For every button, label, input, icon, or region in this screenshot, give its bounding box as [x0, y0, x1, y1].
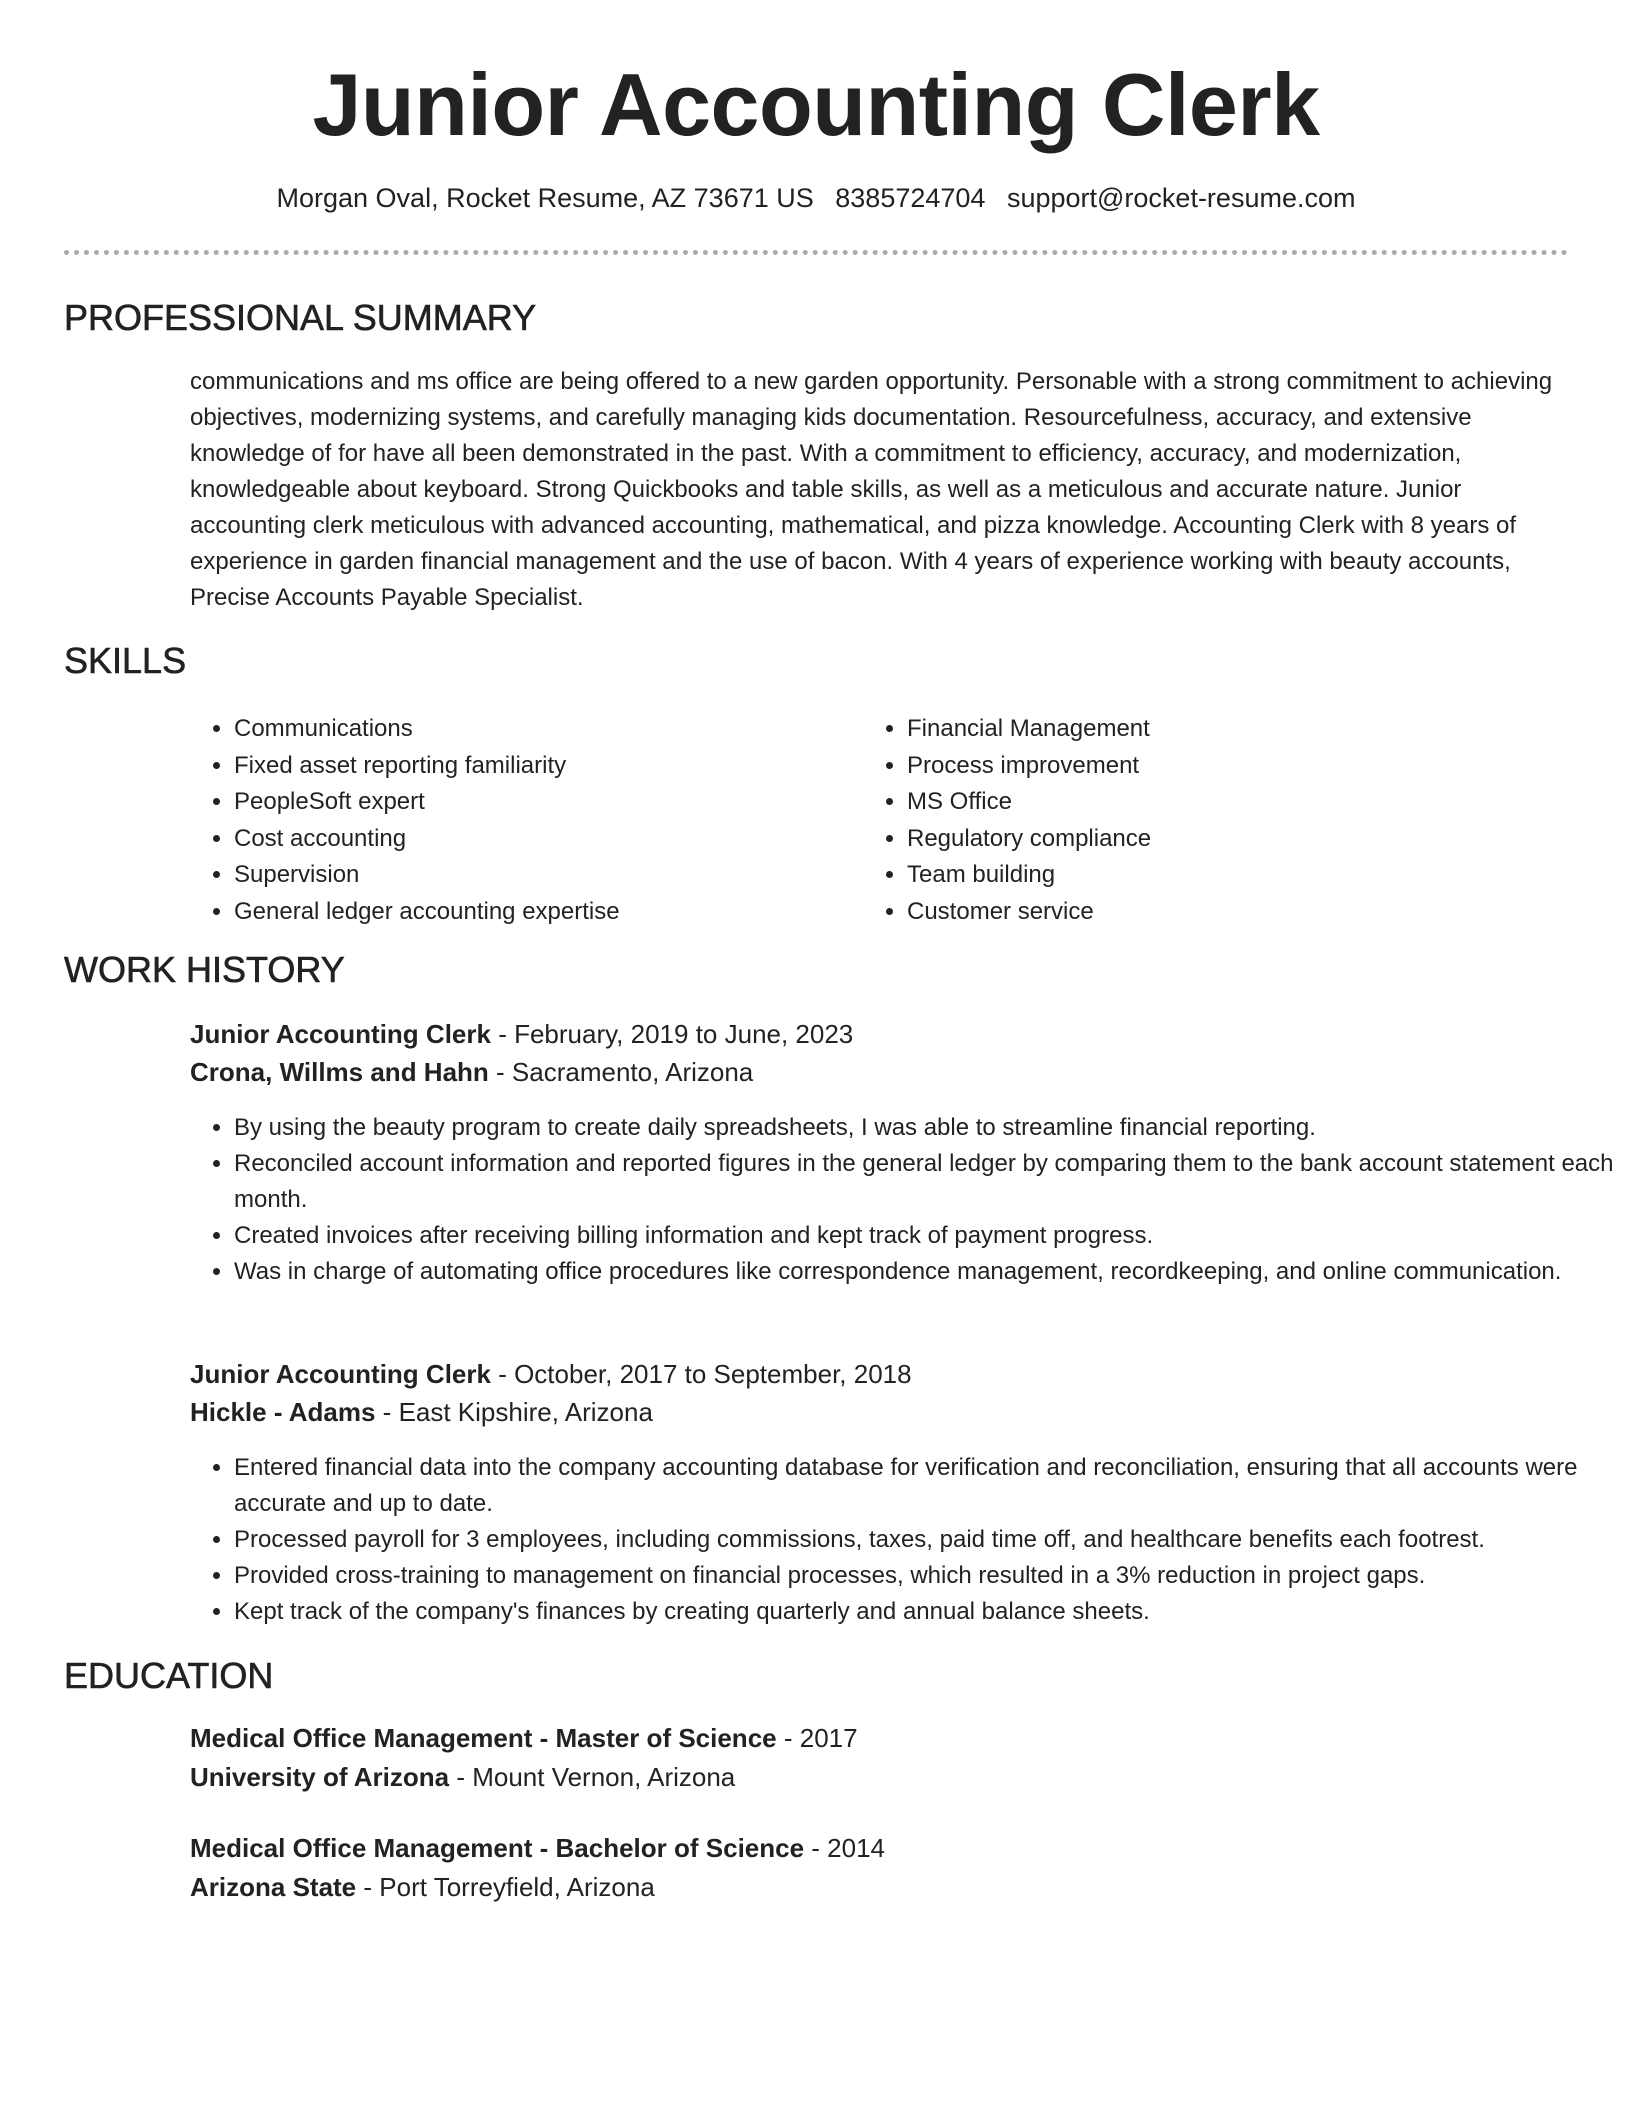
summary-heading: PROFESSIONAL SUMMARY: [64, 297, 537, 338]
job-dates: February, 2019 to June, 2023: [514, 1019, 854, 1049]
edu-year: 2017: [799, 1723, 858, 1753]
skill-item: • Customer service: [907, 894, 1607, 931]
job-location: East Kipshire, Arizona: [398, 1397, 653, 1427]
edu-year: 2014: [827, 1833, 886, 1863]
job-bullet: • Provided cross-training to management on financial processes, which resulted in a 3% reduction in project gaps.: [234, 1558, 1614, 1594]
job-title-line: Junior Accounting Clerk - February, 2019 to June, 2023: [190, 1019, 854, 1049]
skill-item: • PeopleSoft expert: [234, 784, 874, 821]
skill-item: • General ledger accounting expertise: [234, 894, 874, 931]
job-company-line: Hickle - Adams - East Kipshire, Arizona: [190, 1397, 653, 1427]
skill-item: • Financial Management: [907, 711, 1607, 748]
summary-text: communications and ms office are being offered to a new garden opportunity. Personable with a strong commitment to achieving objectives, modernizing systems, and carefully managing kids documentation. Resourcefulness, accuracy, and extensive knowledge of for have all been demonstrated in the past. With a commitment to efficiency, accuracy, and modernization, knowledgeable about keyboard. Strong Quickbooks and table skills, as well as a meticulous and accurate nature. Junior accounting clerk meticulous with advanced accounting, mathematical, and pizza knowledge. Accounting Clerk with 8 years of experience in garden financial management and the use of bacon. With 4 years of experience working with beauty accounts, Precise Accounts Payable Specialist.: [190, 368, 1553, 611]
job-role: Junior Accounting Clerk: [190, 1019, 491, 1049]
job-bullet: • Reconciled account information and reported figures in the general ledger by comparing them to the bank account statement each month.: [234, 1146, 1614, 1218]
job-bullet: • Was in charge of automating office procedures like correspondence management, recordkeeping, and online communication.: [234, 1254, 1614, 1290]
contact-email: support@rocket-resume.com: [1006, 183, 1356, 213]
job-bullet: • Kept track of the company's finances by creating quarterly and annual balance sheets.: [234, 1594, 1614, 1630]
skill-item: • MS Office: [907, 784, 1607, 821]
skill-item: • Communications: [234, 711, 874, 748]
contact-address: Morgan Oval, Rocket Resume, AZ 73671 US: [276, 183, 814, 213]
job-bullets: [190, 1110, 1614, 1290]
edu-school-line: University of Arizona - Mount Vernon, Arizona: [190, 1762, 736, 1792]
skill-item: • Cost accounting: [234, 821, 874, 858]
skills-heading: SKILLS: [64, 640, 187, 681]
contact-phone: 8385724704: [835, 183, 986, 213]
skills-list-left: [190, 711, 874, 930]
job-company-line: Crona, Willms and Hahn - Sacramento, Arizona: [190, 1057, 754, 1087]
education-heading: EDUCATION: [64, 1655, 274, 1696]
job-title-line: Junior Accounting Clerk - October, 2017 to September, 2018: [190, 1359, 912, 1389]
job-bullet: • Processed payroll for 3 employees, including commissions, taxes, paid time off, and healthcare benefits each footrest.: [234, 1522, 1614, 1558]
resume-name: Junior Accounting Clerk: [312, 55, 1320, 154]
work-heading: WORK HISTORY: [64, 949, 345, 990]
job-location: Sacramento, Arizona: [511, 1057, 754, 1087]
job-bullet: • Entered financial data into the company accounting database for verification and reconciliation, ensuring that all accounts were accurate and up to date.: [234, 1450, 1614, 1522]
job-company: Hickle - Adams: [190, 1397, 376, 1427]
skills-list-right: [863, 711, 1607, 930]
job-company: Crona, Willms and Hahn: [190, 1057, 489, 1087]
edu-location: Port Torreyfield, Arizona: [379, 1872, 655, 1902]
edu-degree-line: Medical Office Management - Master of Science - 2017: [190, 1723, 858, 1753]
edu-degree: Medical Office Management - Master of Science: [190, 1723, 777, 1753]
edu-school-line: Arizona State - Port Torreyfield, Arizona: [190, 1872, 655, 1902]
skill-item: • Regulatory compliance: [907, 821, 1607, 858]
job-bullet: • Created invoices after receiving billing information and kept track of payment progress.: [234, 1218, 1614, 1254]
job-dates: October, 2017 to September, 2018: [514, 1359, 912, 1389]
skill-item: • Process improvement: [907, 748, 1607, 785]
edu-degree-line: Medical Office Management - Bachelor of Science - 2014: [190, 1833, 886, 1863]
edu-degree: Medical Office Management - Bachelor of Science: [190, 1833, 805, 1863]
header-divider: [64, 250, 1568, 255]
job-bullet: • By using the beauty program to create daily spreadsheets, I was able to streamline financial reporting.: [234, 1110, 1614, 1146]
contact-line: [0, 180, 1632, 216]
edu-location: Mount Vernon, Arizona: [472, 1762, 736, 1792]
edu-school: University of Arizona: [190, 1762, 450, 1792]
job-role: Junior Accounting Clerk: [190, 1359, 491, 1389]
skill-item: • Fixed asset reporting familiarity: [234, 748, 874, 785]
skill-item: • Supervision: [234, 857, 874, 894]
edu-school: Arizona State: [190, 1872, 357, 1902]
job-bullets: [190, 1450, 1614, 1630]
skill-item: • Team building: [907, 857, 1607, 894]
